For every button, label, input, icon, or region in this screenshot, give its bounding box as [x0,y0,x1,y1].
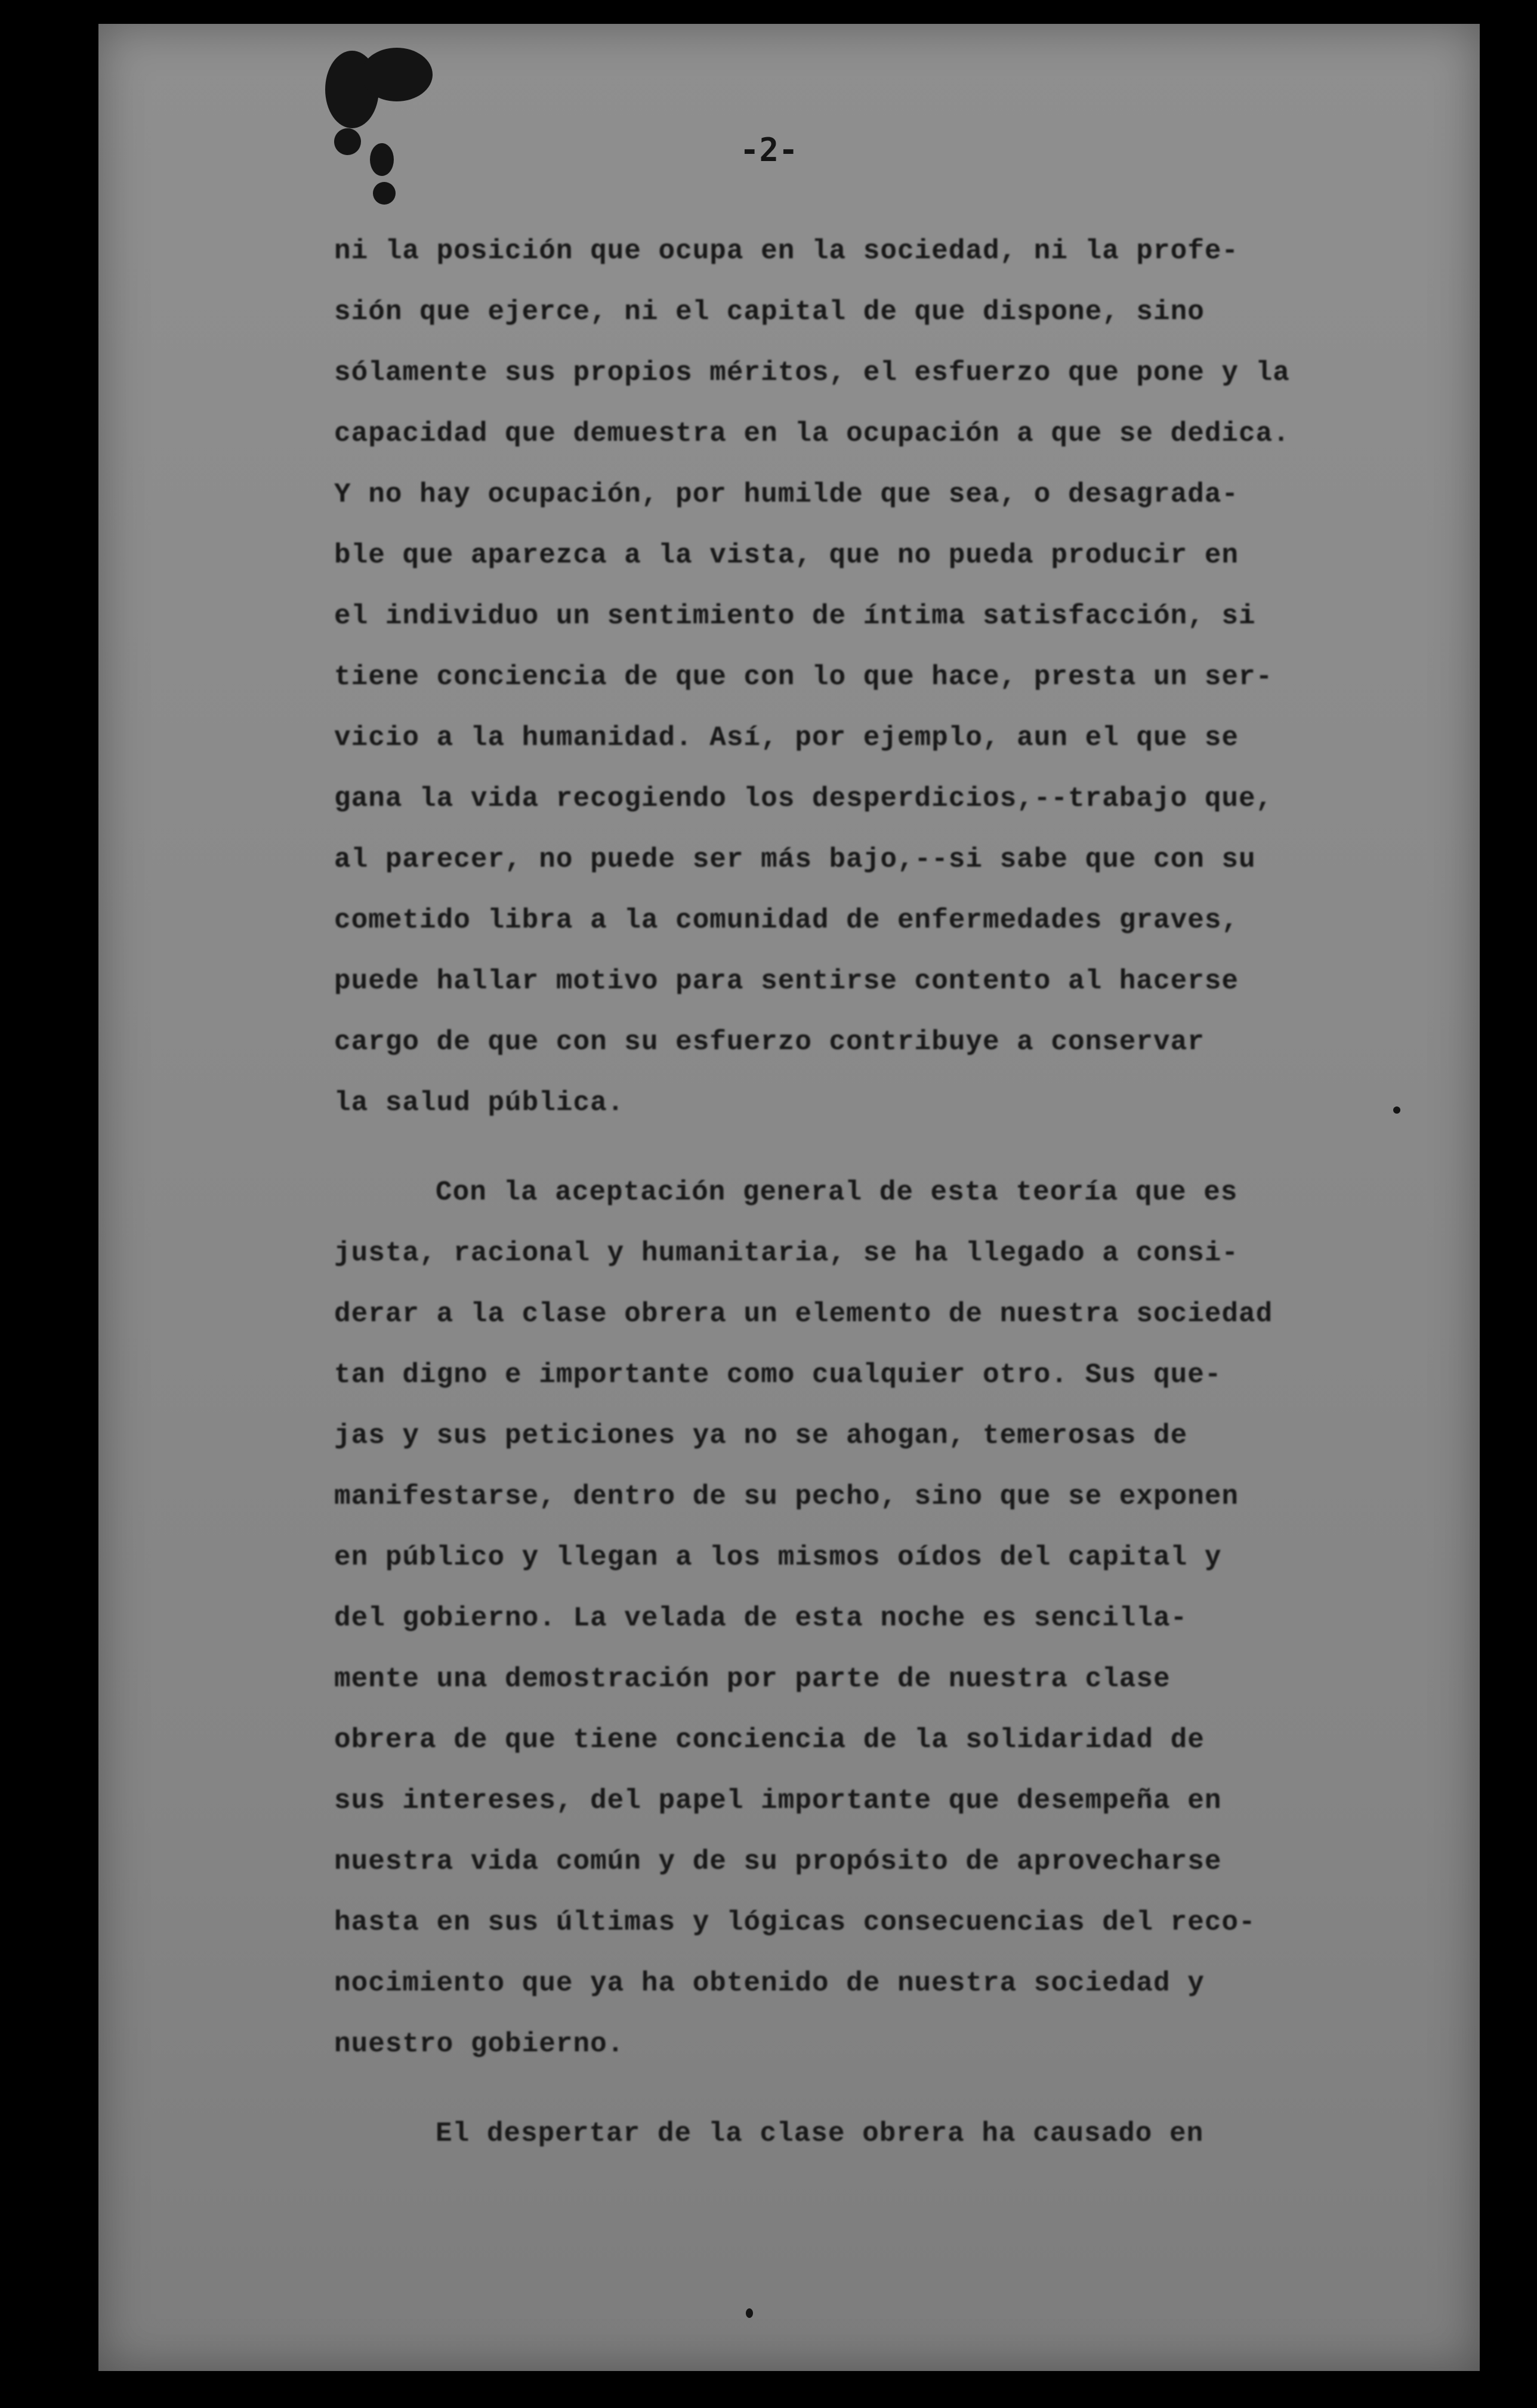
ink-blot [373,182,396,205]
text-line: hasta en sus últimas y lógicas consecuencias del reco- [334,1907,1256,1938]
text-line: nuestra vida común y de su propósito de aprovecharse [334,1846,1222,1877]
text-line: justa, racional y humanitaria, se ha llegado a consi- [334,1238,1239,1269]
text-line: nuestro gobierno. [334,2029,625,2060]
text-line: el individuo un sentimiento de íntima satisfacción, si [334,601,1256,632]
text-line: vicio a la humanidad. Así, por ejemplo, aun el que se [334,722,1239,753]
text-line: manifestarse, dentro de su pecho, sino que se exponen [334,1481,1239,1512]
text-line: nocimiento que ya ha obtenido de nuestra sociedad y [334,1968,1205,1999]
page-number: -2- [740,131,798,169]
text-line: cargo de que con su esfuerzo contribuye a conservar [334,1027,1205,1058]
text-line: El despertar de la clase obrera ha causado en [436,2118,1204,2149]
text-line: obrera de que tiene conciencia de la solidaridad de [334,1724,1205,1755]
paragraph-gap [334,1133,1372,1162]
ink-blot [370,143,394,176]
typed-text-body [334,221,1372,2164]
text-line: tan digno e importante como cualquier otro. Sus que- [334,1359,1222,1390]
text-line: derar a la clase obrera un elemento de nuestra sociedad [334,1299,1273,1330]
text-line: sus intereses, del papel importante que desempeña en [334,1785,1222,1816]
text-line: cometido libra a la comunidad de enfermedades graves, [334,905,1239,936]
ink-speck [746,2308,753,2318]
ink-blot [361,48,433,101]
text-line: en público y llegan a los mismos oídos del capital y [334,1542,1222,1573]
paragraph-gap [334,2075,1372,2103]
text-line: puede hallar motivo para sentirse contento al hacerse [334,966,1239,997]
text-line: gana la vida recogiendo los desperdicios,--trabajo que, [334,783,1273,814]
text-line: sión que ejerce, ni el capital de que dispone, sino [334,296,1205,327]
ink-speck [1393,1106,1400,1114]
text-line: al parecer, no puede ser más bajo,--si sabe que con su [334,844,1256,875]
text-line: capacidad que demuestra en la ocupación a que se dedica. [334,418,1290,449]
text-line: sólamente sus propios méritos, el esfuerzo que pone y la [334,357,1290,388]
text-line: del gobierno. La velada de esta noche es sencilla- [334,1603,1188,1634]
text-line: Con la aceptación general de esta teoría que es [436,1177,1238,1208]
text-line: Y no hay ocupación, por humilde que sea, o desagrada- [334,479,1239,510]
text-line: ni la posición que ocupa en la sociedad, ni la profe- [334,236,1239,267]
text-line: tiene conciencia de que con lo que hace, presta un ser- [334,661,1273,693]
text-line: ble que aparezca a la vista, que no pueda producir en [334,540,1239,571]
ink-blot [334,128,361,155]
text-line: jas y sus peticiones ya no se ahogan, temerosas de [334,1420,1188,1451]
text-line: la salud pública. [334,1087,625,1118]
text-line: mente una demostración por parte de nuestra clase [334,1664,1171,1695]
